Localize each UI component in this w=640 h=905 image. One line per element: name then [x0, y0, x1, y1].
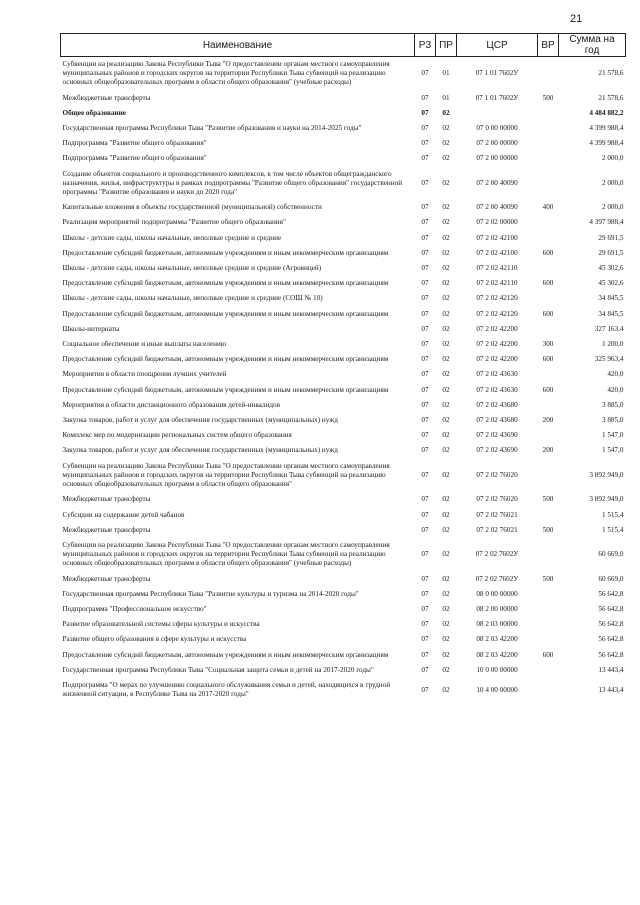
cell-vr [538, 106, 559, 121]
cell-name: Развитие образовательной системы сферы культуры и искусства [62, 620, 260, 629]
cell-vr [538, 231, 559, 246]
cell-sum: 60 669,0 [598, 550, 624, 559]
cell-sum: 4 397 988,4 [589, 218, 624, 227]
cell-csr: 07 2 02 42110 [476, 279, 518, 288]
cell-pr: 02 [442, 279, 450, 288]
cell-sum: 1 515,4 [601, 525, 624, 534]
table-row [61, 307, 626, 322]
cell-sum: 420,0 [607, 385, 624, 394]
cell-vr: 600 [542, 309, 554, 318]
cell-name: Субвенции на реализацию Закона Республики Тыва "О предоставлении органам местного самоуправления муниципальных районов и городских округов на территории Республики Тыва субвенций на реализацию основных общеобразовательных программ в области общего образования" [62, 461, 390, 489]
cell-pr: 02 [442, 635, 450, 644]
table-row [61, 231, 626, 246]
cell-vr [538, 136, 559, 151]
cell-rz: 07 [421, 604, 429, 613]
cell-sum: 3 885,0 [601, 416, 624, 425]
cell-name: Субвенции на реализацию Закона Республики Тыва "О предоставлении органам местного самоуправления муниципальных районов и городских округов на территории Республики Тыва субвенций на реализацию основных общеобразовательных программ в области общего образования" (учебные расходы) [62, 60, 390, 87]
cell-sum: 56 642,8 [598, 620, 624, 629]
cell-name: Комплекс мер по модернизации региональных систем общего образования [62, 431, 292, 440]
cell-name: Общее образование [62, 108, 126, 117]
cell-csr: 10 4 00 00000 [476, 685, 518, 694]
table-row [61, 352, 626, 367]
cell-name: Государственная программа Республики Тыва "Социальная защита семьи и детей на 2017-2020 годы" [62, 665, 374, 674]
cell-sum: 56 642,8 [598, 604, 624, 613]
cell-csr: 07 2 02 7602У [475, 550, 519, 559]
cell-pr: 01 [442, 93, 450, 102]
cell-name: Предоставление субсидий бюджетным, автономным учреждениям и иным некоммерческим организациям [62, 279, 389, 288]
cell-rz: 07 [421, 620, 429, 629]
page-number: 21 [570, 13, 583, 25]
cell-csr: 07 2 02 43690 [476, 431, 518, 440]
cell-vr: 600 [542, 355, 554, 364]
cell-csr: 08 2 03 42200 [476, 635, 518, 644]
cell-csr: 07 2 02 42200 [476, 340, 518, 349]
table-row [61, 151, 626, 166]
cell-name: Школы-интернаты [62, 324, 120, 333]
cell-vr [538, 538, 559, 572]
cell-pr: 02 [442, 218, 450, 227]
cell-csr: 07 2 02 7602У [475, 574, 519, 583]
cell-vr [538, 151, 559, 166]
cell-pr: 02 [442, 203, 450, 212]
cell-name: Создание объектов социального и производственного комплексов, в том числе объектов общегражданского назначения, жилья, инфраструктуры в рамках подпрограммы "Развитие общего образования" государственной программы "Развитие образования и науки до 2020 года" [62, 169, 403, 197]
cell-vr: 200 [542, 416, 554, 425]
cell-sum: 3 892 949,0 [589, 495, 624, 504]
cell-csr [457, 106, 538, 121]
cell-sum: 29 691,5 [598, 248, 624, 257]
cell-name: Предоставление субсидий бюджетным, автономным учреждениям и иным некоммерческим организациям [62, 248, 389, 257]
cell-rz: 07 [421, 124, 429, 133]
table-row [61, 413, 626, 428]
cell-vr: 500 [542, 93, 554, 102]
table-row [61, 322, 626, 337]
cell-sum: 4 484 882,2 [589, 108, 624, 117]
cell-pr: 02 [442, 154, 450, 163]
table-row [61, 57, 626, 91]
table-row [61, 572, 626, 587]
cell-sum: 3 885,0 [601, 400, 624, 409]
cell-csr: 07 2 00 00000 [476, 154, 518, 163]
cell-pr: 02 [442, 525, 450, 534]
cell-rz: 07 [421, 203, 429, 212]
cell-vr [538, 602, 559, 617]
table-row [61, 587, 626, 602]
cell-pr: 02 [442, 470, 450, 479]
cell-vr: 500 [542, 495, 554, 504]
table-row [61, 136, 626, 151]
cell-vr [538, 587, 559, 602]
table-row [61, 246, 626, 261]
cell-rz: 07 [421, 416, 429, 425]
cell-csr: 07 2 02 43630 [476, 370, 518, 379]
cell-rz: 07 [421, 355, 429, 364]
header-rz: РЗ [415, 34, 436, 57]
cell-pr: 02 [442, 495, 450, 504]
cell-csr: 07 2 02 00000 [476, 218, 518, 227]
cell-name: Подпрограмма "Профессиональное искусство" [62, 604, 207, 613]
table-row [61, 508, 626, 523]
cell-sum: 56 642,8 [598, 589, 624, 598]
cell-sum: 13 443,4 [598, 685, 624, 694]
cell-csr: 07 1 01 7602У [475, 93, 519, 102]
cell-vr [538, 291, 559, 306]
cell-pr: 02 [442, 685, 450, 694]
cell-csr: 07 2 02 43680 [476, 416, 518, 425]
cell-vr [538, 121, 559, 136]
cell-name: Подпрограмма "Развитие общего образования" [62, 154, 207, 163]
cell-pr: 02 [442, 309, 450, 318]
cell-csr: 07 2 02 42100 [476, 233, 518, 242]
cell-vr: 600 [542, 279, 554, 288]
cell-rz: 07 [421, 589, 429, 598]
cell-vr [538, 398, 559, 413]
cell-vr [538, 215, 559, 230]
cell-rz: 07 [421, 218, 429, 227]
cell-name: Подпрограмма "О мерах по улучшению социального обслуживания семьи и детей, находящихся в трудной жизненной ситуации, в Республике Тыва на 2017-2020 годы" [62, 680, 391, 699]
cell-rz: 07 [421, 495, 429, 504]
cell-pr: 02 [442, 124, 450, 133]
header-csr: ЦСР [457, 34, 538, 57]
header-name: Наименование [61, 34, 415, 57]
cell-rz: 07 [421, 510, 429, 519]
cell-name: Субсидии на содержание детей чабанов [62, 510, 185, 519]
cell-pr: 02 [442, 355, 450, 364]
cell-sum: 13 443,4 [598, 665, 624, 674]
cell-pr: 02 [442, 385, 450, 394]
table-row [61, 538, 626, 572]
cell-sum: 420,0 [607, 370, 624, 379]
cell-rz: 07 [421, 685, 429, 694]
cell-csr: 07 2 02 76020 [476, 495, 518, 504]
cell-pr: 02 [442, 233, 450, 242]
cell-csr: 07 2 02 42110 [476, 264, 518, 273]
table-row [61, 523, 626, 538]
cell-name: Предоставление субсидий бюджетным, автономным учреждениям и иным некоммерческим организациям [62, 650, 389, 659]
cell-vr: 200 [542, 446, 554, 455]
cell-csr: 07 2 02 42120 [476, 294, 518, 303]
budget-table [60, 33, 626, 702]
cell-pr: 02 [442, 400, 450, 409]
cell-rz: 07 [421, 233, 429, 242]
cell-rz: 07 [421, 108, 429, 117]
cell-pr: 02 [442, 510, 450, 519]
table-row [61, 121, 626, 136]
cell-sum: 21 578,6 [598, 69, 624, 78]
cell-sum: 45 302,6 [598, 264, 624, 273]
cell-csr: 07 1 01 7602У [475, 69, 519, 78]
table-row [61, 428, 626, 443]
table-row [61, 617, 626, 632]
cell-rz: 07 [421, 665, 429, 674]
cell-vr [538, 508, 559, 523]
cell-vr [538, 678, 559, 702]
cell-name: Школы - детские сады, школы начальные, неполные средние и средние [62, 233, 282, 242]
cell-csr: 08 2 03 42200 [476, 650, 518, 659]
cell-name: Предоставление субсидий бюджетным, автономным учреждениям и иным некоммерческим организациям [62, 355, 389, 364]
cell-csr: 07 0 00 00000 [476, 124, 518, 133]
cell-pr: 02 [442, 650, 450, 659]
cell-pr: 02 [442, 620, 450, 629]
cell-rz: 07 [421, 324, 429, 333]
cell-sum: 45 302,6 [598, 279, 624, 288]
cell-rz: 07 [421, 525, 429, 534]
cell-rz: 07 [421, 650, 429, 659]
cell-name: Подпрограмма "Развитие общего образования" [62, 139, 207, 148]
cell-pr: 02 [442, 294, 450, 303]
cell-name: Предоставление субсидий бюджетным, автономным учреждениям и иным некоммерческим организациям [62, 309, 389, 318]
cell-rz: 07 [421, 139, 429, 148]
cell-vr: 500 [542, 574, 554, 583]
table-row [61, 337, 626, 352]
cell-name: Межбюджетные трансферты [62, 525, 151, 534]
cell-pr: 01 [442, 69, 450, 78]
cell-csr: 07 2 02 42120 [476, 309, 518, 318]
cell-pr: 02 [442, 248, 450, 257]
cell-rz: 07 [421, 93, 429, 102]
table-row [61, 398, 626, 413]
cell-vr [538, 322, 559, 337]
cell-pr: 02 [442, 340, 450, 349]
cell-vr: 600 [542, 650, 554, 659]
cell-sum: 327 163,4 [594, 324, 624, 333]
header-sum: Сумма на год [559, 34, 626, 57]
table-row [61, 276, 626, 291]
table-row [61, 632, 626, 647]
header-pr: ПР [436, 34, 457, 57]
cell-vr: 600 [542, 385, 554, 394]
cell-sum: 1 547,0 [601, 446, 624, 455]
cell-csr: 07 2 02 43690 [476, 446, 518, 455]
header-vr: ВР [538, 34, 559, 57]
cell-name: Школы - детские сады, школы начальные, неполные средние и средние (Агровицей) [62, 264, 322, 273]
cell-name: Закупка товаров, работ и услуг для обеспечения государственных (муниципальных) нужд [62, 416, 338, 425]
cell-sum: 4 399 988,4 [589, 139, 624, 148]
cell-sum: 4 399 988,4 [589, 124, 624, 133]
cell-sum: 60 669,0 [598, 574, 624, 583]
table-row [61, 367, 626, 382]
cell-pr: 02 [442, 324, 450, 333]
table-row [61, 648, 626, 663]
cell-vr [538, 459, 559, 493]
cell-name: Капитальные вложения в объекты государственной (муниципальной) собственности [62, 203, 322, 212]
cell-rz: 07 [421, 178, 429, 187]
cell-csr: 10 0 00 00000 [476, 665, 518, 674]
cell-pr: 02 [442, 665, 450, 674]
cell-csr: 08 2 00 00000 [476, 604, 518, 613]
cell-sum: 56 642,8 [598, 650, 624, 659]
cell-name: Мероприятия в области поощрения лучших учителей [62, 370, 227, 379]
cell-csr: 07 2 02 76021 [476, 510, 518, 519]
cell-sum: 2 000,0 [601, 178, 624, 187]
table-row [61, 602, 626, 617]
cell-name: Школы - детские сады, школы начальные, неполные средние и средние (СОШ № 10) [62, 294, 323, 303]
cell-name: Реализация мероприятий подпрограммы "Развитие общего образования" [62, 218, 286, 227]
cell-rz: 07 [421, 69, 429, 78]
cell-vr: 500 [542, 525, 554, 534]
cell-rz: 07 [421, 635, 429, 644]
cell-name: Межбюджетные трансферты [62, 495, 151, 504]
cell-vr [538, 663, 559, 678]
cell-csr: 07 2 00 40090 [476, 178, 518, 187]
cell-name: Социальное обеспечение и иные выплаты населению [62, 340, 227, 349]
table-row [61, 678, 626, 702]
table-row [61, 291, 626, 306]
cell-vr [538, 367, 559, 382]
cell-pr: 02 [442, 139, 450, 148]
cell-name: Межбюджетные трансферты [62, 93, 151, 102]
table-row [61, 167, 626, 201]
cell-rz: 07 [421, 385, 429, 394]
table-row [61, 492, 626, 507]
cell-sum: 1 547,0 [601, 431, 624, 440]
cell-name: Мероприятия в области дистанционного образования детей-инвалидов [62, 400, 281, 409]
cell-vr: 600 [542, 248, 554, 257]
table-row [61, 106, 626, 121]
table-header-row [61, 34, 626, 57]
cell-pr: 02 [442, 178, 450, 187]
cell-vr [538, 617, 559, 632]
cell-vr: 400 [542, 203, 554, 212]
table-row [61, 261, 626, 276]
cell-sum: 3 892 949,0 [589, 470, 624, 479]
cell-pr: 02 [442, 604, 450, 613]
cell-csr: 07 2 02 76021 [476, 525, 518, 534]
cell-csr: 07 2 02 42200 [476, 324, 518, 333]
cell-csr: 07 2 02 43680 [476, 400, 518, 409]
cell-rz: 07 [421, 248, 429, 257]
cell-sum: 21 578,6 [598, 93, 624, 102]
cell-rz: 07 [421, 550, 429, 559]
cell-sum: 34 845,5 [598, 294, 624, 303]
cell-sum: 29 691,5 [598, 233, 624, 242]
cell-vr [538, 261, 559, 276]
cell-pr: 02 [442, 574, 450, 583]
cell-sum: 2 000,0 [601, 154, 624, 163]
cell-rz: 07 [421, 400, 429, 409]
cell-pr: 02 [442, 108, 450, 117]
cell-csr: 07 2 02 42100 [476, 248, 518, 257]
cell-vr [538, 167, 559, 201]
cell-name: Развитие общего образования в сфере культуры и искусства [62, 635, 247, 644]
cell-vr [538, 632, 559, 647]
cell-name: Закупка товаров, работ и услуг для обеспечения государственных (муниципальных) нужд [62, 446, 338, 455]
cell-csr: 07 2 02 76020 [476, 470, 518, 479]
table-row [61, 443, 626, 458]
cell-pr: 02 [442, 416, 450, 425]
cell-csr: 07 2 00 40090 [476, 203, 518, 212]
cell-name: Предоставление субсидий бюджетным, автономным учреждениям и иным некоммерческим организациям [62, 385, 389, 394]
table-row [61, 215, 626, 230]
cell-pr: 02 [442, 550, 450, 559]
cell-rz: 07 [421, 154, 429, 163]
table-row [61, 200, 626, 215]
cell-rz: 07 [421, 446, 429, 455]
cell-vr [538, 57, 559, 91]
cell-rz: 07 [421, 340, 429, 349]
cell-sum: 1 515,4 [601, 510, 624, 519]
cell-name: Субвенции на реализацию Закона Республики Тыва "О предоставлении органам местного самоуправления муниципальных районов и городских округов на территории Республики Тыва субвенций на реализацию основных общеобразовательных программ в области общего образования" (учебные расходы) [62, 540, 390, 568]
cell-rz: 07 [421, 470, 429, 479]
cell-sum: 2 000,0 [601, 203, 624, 212]
cell-pr: 02 [442, 431, 450, 440]
cell-csr: 08 0 00 00000 [476, 589, 518, 598]
cell-csr: 07 2 00 00000 [476, 139, 518, 148]
cell-vr: 300 [542, 340, 554, 349]
table-row [61, 663, 626, 678]
cell-vr [538, 428, 559, 443]
cell-rz: 07 [421, 574, 429, 583]
cell-sum: 325 963,4 [594, 355, 624, 364]
cell-rz: 07 [421, 309, 429, 318]
cell-rz: 07 [421, 370, 429, 379]
table-row [61, 459, 626, 493]
cell-pr: 02 [442, 589, 450, 598]
table-row [61, 383, 626, 398]
cell-rz: 07 [421, 294, 429, 303]
cell-csr: 07 2 02 42200 [476, 355, 518, 364]
cell-sum: 34 845,5 [598, 309, 624, 318]
cell-pr: 02 [442, 446, 450, 455]
cell-name: Государственная программа Республики Тыва "Развитие культуры и туризма на 2014-2020 годы" [62, 589, 359, 598]
cell-sum: 56 642,8 [598, 635, 624, 644]
cell-rz: 07 [421, 431, 429, 440]
cell-csr: 08 2 03 00000 [476, 620, 518, 629]
cell-rz: 07 [421, 279, 429, 288]
cell-csr: 07 2 02 43630 [476, 385, 518, 394]
cell-name: Государственная программа Республики Тыва "Развитие образования и науки на 2014-2025 годы" [62, 124, 362, 133]
cell-pr: 02 [442, 264, 450, 273]
cell-name: Межбюджетные трансферты [62, 574, 151, 583]
cell-pr: 02 [442, 370, 450, 379]
cell-rz: 07 [421, 264, 429, 273]
table-row [61, 91, 626, 106]
cell-sum: 1 200,0 [601, 340, 624, 349]
table-body [61, 57, 626, 703]
